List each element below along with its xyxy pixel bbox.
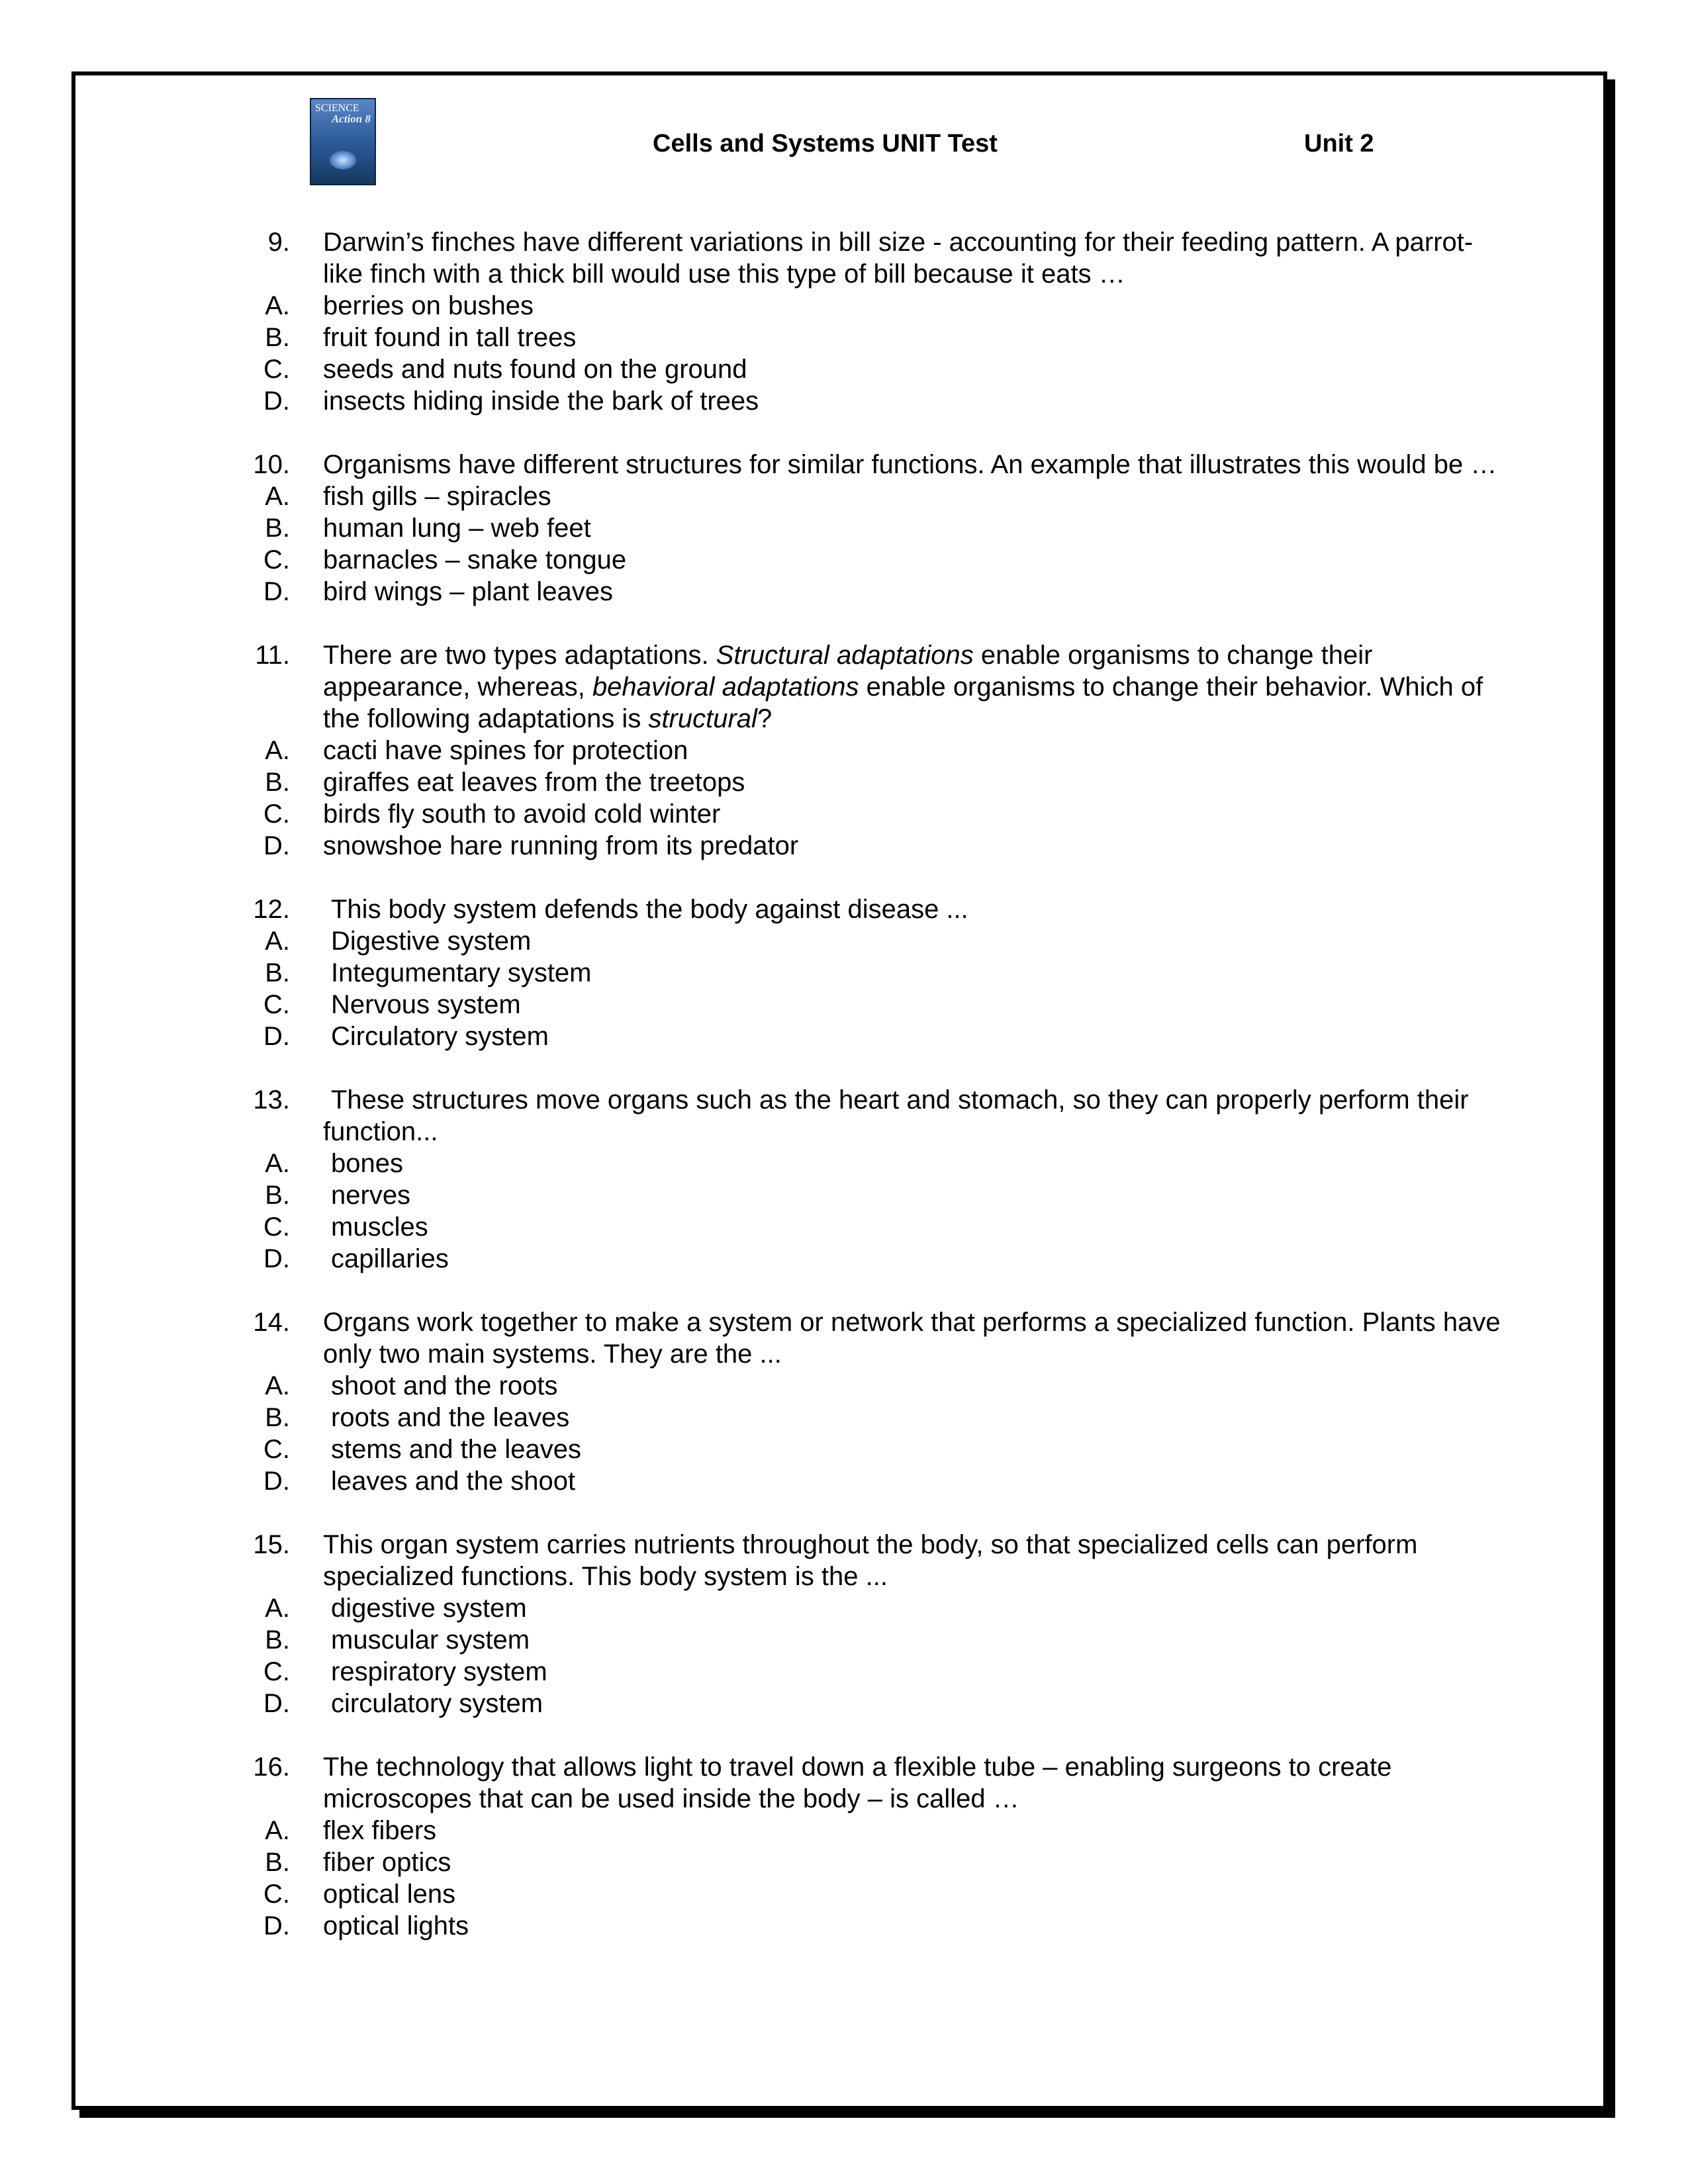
question-16: [245, 1751, 1503, 1942]
question-number: 14.: [253, 1308, 290, 1337]
test-title: Cells and Systems UNIT Test: [653, 130, 998, 158]
question-list: [245, 226, 1503, 1974]
question-stem: The technology that allows light to travel down a flexible tube – enabling surgeons to create microscopes that can be used inside the body – is called …: [323, 1752, 1392, 1813]
option-b: B. giraffes eat leaves from the treetops: [265, 768, 745, 797]
option-c: C. birds fly south to avoid cold winter: [263, 799, 721, 829]
question-14: [245, 1306, 1503, 1497]
question-stem: Organs work together to make a system or network that performs a specialized function. Plants have only two main systems. They are the ...: [323, 1308, 1501, 1369]
question-number: 12.: [253, 895, 290, 924]
option-d: D. optical lights: [263, 1911, 469, 1940]
option-b: B. nerves: [265, 1181, 411, 1210]
option-b: B. human lung – web feet: [265, 514, 591, 543]
question-number: 15.: [253, 1530, 290, 1559]
question-stem: Darwin’s finches have different variations in bill size - accounting for their feeding pattern. A parrot-like finch with a thick bill would use this type of bill because it eats …: [323, 228, 1474, 289]
question-9: [245, 226, 1503, 417]
option-a: A. bones: [265, 1149, 403, 1178]
option-d: D. circulatory system: [263, 1689, 543, 1718]
option-d: D. capillaries: [263, 1244, 449, 1273]
question-stem: These structures move organs such as the heart and stomach, so they can properly perform their function...: [323, 1085, 1469, 1146]
logo-line2: Action 8: [331, 113, 371, 125]
option-b: B. Integumentary system: [265, 958, 592, 987]
science-in-action-logo: [310, 98, 376, 185]
question-stem: This organ system carries nutrients throughout the body, so that specialized cells can perform specialized functions. This body system is the ...: [323, 1530, 1418, 1591]
option-c: C. stems and the leaves: [263, 1435, 581, 1464]
option-a: A. berries on bushes: [265, 291, 534, 320]
option-c: C. Nervous system: [263, 990, 521, 1019]
option-d: D. bird wings – plant leaves: [263, 577, 614, 606]
question-10: [245, 449, 1503, 608]
option-b: B. roots and the leaves: [265, 1403, 570, 1432]
option-b: B. fiber optics: [265, 1848, 451, 1877]
question-number: 10.: [253, 450, 290, 479]
option-c: C. muscles: [263, 1212, 428, 1242]
option-d: D. snowshoe hare running from its predator: [263, 831, 799, 860]
option-c: C. barnacles – snake tongue: [263, 545, 627, 574]
logo-line1: SCIENCE: [315, 103, 359, 114]
option-d: D. leaves and the shoot: [263, 1467, 576, 1496]
option-a: A. fish gills – spiracles: [265, 482, 551, 511]
question-13: [245, 1084, 1503, 1275]
question-stem: Organisms have different structures for similar functions. An example that illustrates this would be …: [323, 450, 1497, 479]
question-number: 11.: [255, 641, 290, 670]
option-a: A. cacti have spines for protection: [265, 736, 688, 765]
water-drop-icon: [330, 151, 356, 169]
option-c: C. optical lens: [263, 1880, 456, 1909]
question-stem: This body system defends the body against disease ...: [331, 895, 968, 924]
option-b: B. fruit found in tall trees: [265, 323, 577, 352]
question-number: 13.: [253, 1085, 290, 1115]
option-a: A. digestive system: [265, 1594, 527, 1623]
option-d: D. insects hiding inside the bark of trees: [263, 387, 759, 416]
question-11: [245, 639, 1503, 862]
question-number: 16.: [253, 1752, 290, 1782]
question-15: [245, 1529, 1503, 1719]
option-b: B. muscular system: [265, 1625, 530, 1655]
question-number: 9.: [267, 228, 290, 257]
option-d: D. Circulatory system: [263, 1022, 549, 1051]
question-stem: There are two types adaptations. Structural adaptations enable organisms to change their appearance, whereas, behavioral adaptations enable organisms to change their behavior. Which of the following adaptations is structural?: [323, 641, 1483, 733]
option-a: A. shoot and the roots: [265, 1371, 558, 1400]
option-a: A. flex fibers: [265, 1816, 437, 1845]
option-a: A. Digestive system: [265, 927, 532, 956]
option-c: C. respiratory system: [263, 1657, 547, 1686]
unit-label: Unit 2: [1304, 130, 1374, 158]
question-12: [245, 893, 1503, 1052]
option-c: C. seeds and nuts found on the ground: [263, 355, 747, 384]
